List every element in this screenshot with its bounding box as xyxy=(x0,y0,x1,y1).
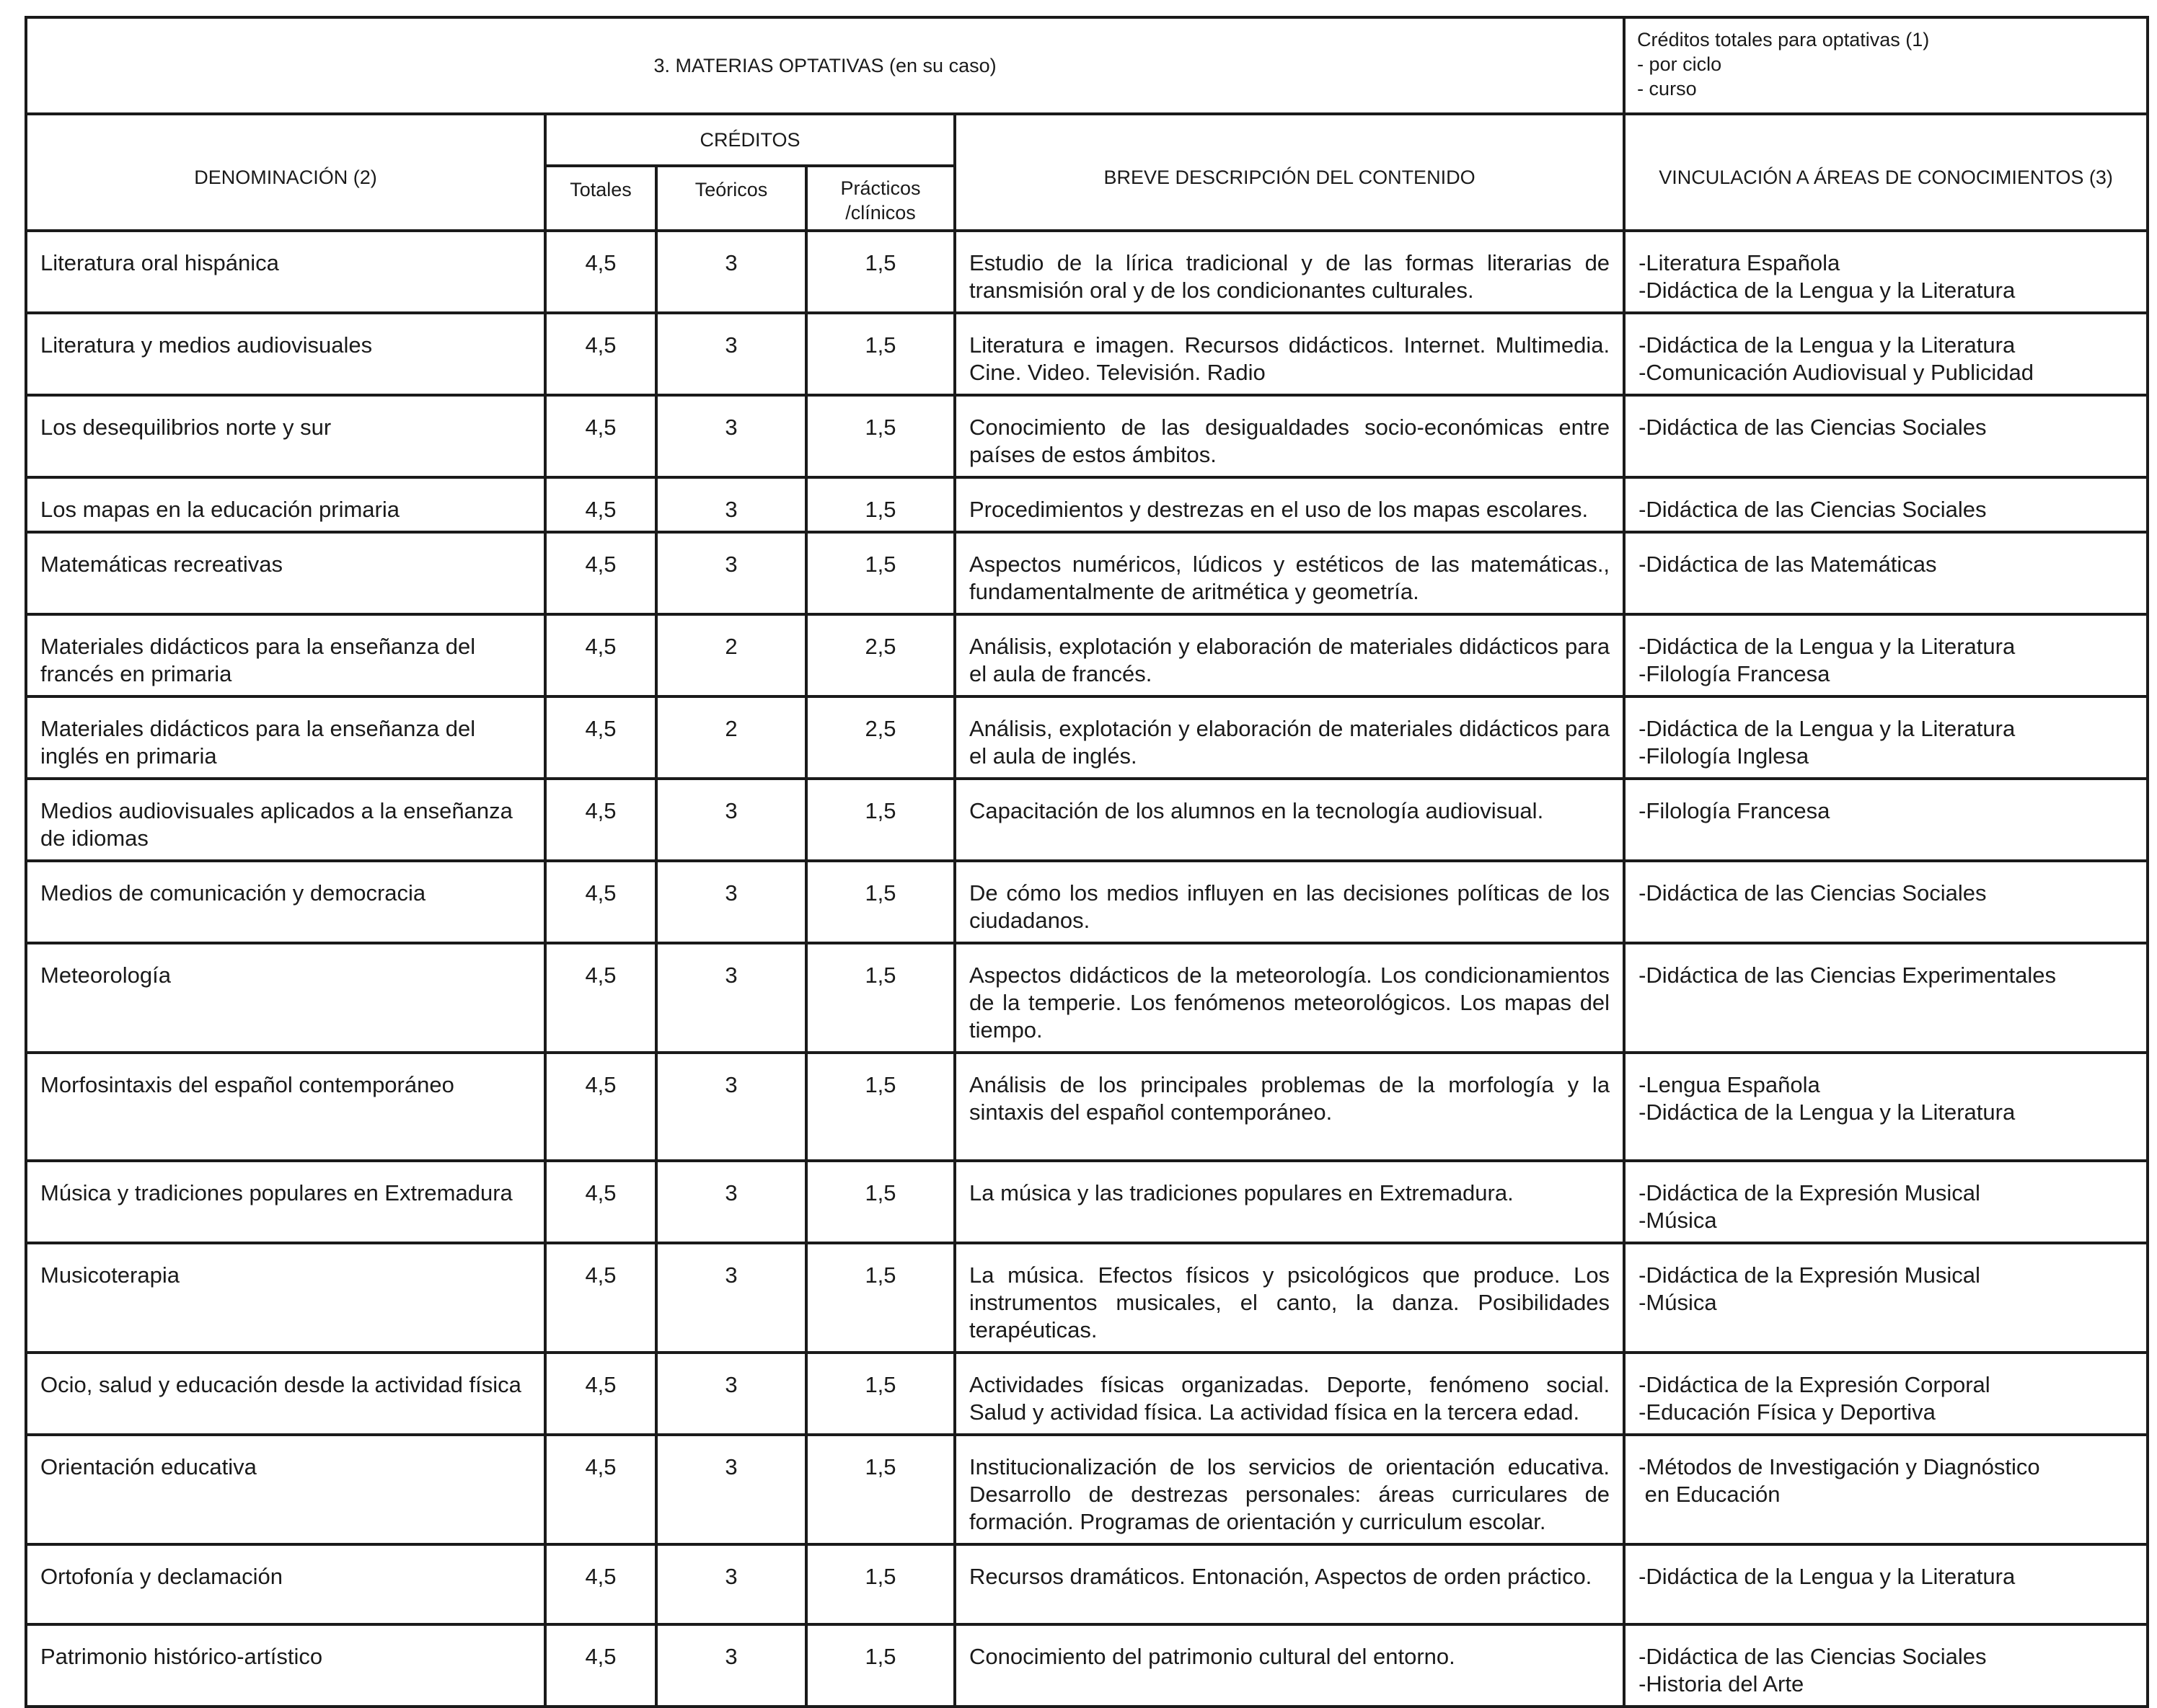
subject-name: Matemáticas recreativas xyxy=(26,532,545,614)
col-header-practicos-line: /clínicos xyxy=(845,202,916,224)
knowledge-area-item: -Didáctica de las Ciencias Sociales xyxy=(1638,415,1987,440)
subject-name: Ortofonía y declamación xyxy=(26,1544,545,1624)
credits-theory: 3 xyxy=(656,861,806,943)
credits-total: 4,5 xyxy=(545,477,656,532)
credits-total: 4,5 xyxy=(545,313,656,395)
knowledge-areas xyxy=(1624,1161,2148,1243)
table-row xyxy=(26,1435,2148,1544)
knowledge-areas xyxy=(1624,231,2148,313)
credits-practice: 1,5 xyxy=(806,1624,955,1707)
credits-total: 4,5 xyxy=(545,1053,656,1161)
col-header-denominacion: DENOMINACIÓN (2) xyxy=(26,114,545,231)
content-description: Aspectos didácticos de la meteorología. Los condicionamientos de la temperie. Los fenómenos meteorológicos. Los mapas del tiempo. xyxy=(955,943,1624,1053)
subject-name: Musicoterapia xyxy=(26,1243,545,1353)
credits-total: 4,5 xyxy=(545,1353,656,1435)
content-description: Análisis de los principales problemas de la morfología y la sintaxis del español contemporáneo. xyxy=(955,1053,1624,1161)
knowledge-area-item: -Didáctica de la Lengua y la Literatura xyxy=(1638,332,2016,358)
credits-theory: 3 xyxy=(656,313,806,395)
knowledge-area-item: -Didáctica de las Ciencias Experimentales xyxy=(1638,963,2056,988)
credits-total: 4,5 xyxy=(545,1161,656,1243)
content-description: Estudio de la lírica tradicional y de las formas literarias de transmisión oral y de los condicionantes culturales. xyxy=(955,231,1624,313)
knowledge-area-item: -Comunicación Audiovisual y Publicidad xyxy=(1638,360,2034,385)
knowledge-area-item: -Historia del Arte xyxy=(1638,1671,1804,1696)
credits-practice: 1,5 xyxy=(806,532,955,614)
knowledge-area-item: -Música xyxy=(1638,1290,1717,1315)
credits-theory: 3 xyxy=(656,231,806,313)
table-row xyxy=(26,696,2148,779)
content-description: Literatura e imagen. Recursos didácticos. Internet. Multimedia. Cine. Video. Televisión. Radio xyxy=(955,313,1624,395)
table-row xyxy=(26,943,2148,1053)
subject-name: Ocio, salud y educación desde la actividad física xyxy=(26,1353,545,1435)
credits-total: 4,5 xyxy=(545,696,656,779)
table-body xyxy=(26,231,2148,1707)
credits-total: 4,5 xyxy=(545,1544,656,1624)
col-header-descripcion: BREVE DESCRIPCIÓN DEL CONTENIDO xyxy=(955,114,1624,231)
knowledge-area-item: -Didáctica de la Lengua y la Literatura xyxy=(1638,634,2016,659)
credits-practice: 1,5 xyxy=(806,861,955,943)
credits-theory: 3 xyxy=(656,477,806,532)
credits-total: 4,5 xyxy=(545,779,656,861)
content-description: Conocimiento de las desigualdades socio-económicas entre países de estos ámbitos. xyxy=(955,395,1624,477)
credits-practice: 1,5 xyxy=(806,1161,955,1243)
content-description: De cómo los medios influyen en las decisiones políticas de los ciudadanos. xyxy=(955,861,1624,943)
credits-practice: 1,5 xyxy=(806,1435,955,1544)
credits-practice: 2,5 xyxy=(806,696,955,779)
knowledge-areas xyxy=(1624,861,2148,943)
col-header-teoricos: Teóricos xyxy=(656,166,806,231)
table-row xyxy=(26,1624,2148,1707)
credits-practice: 1,5 xyxy=(806,1243,955,1353)
credits-theory: 2 xyxy=(656,696,806,779)
credits-theory: 3 xyxy=(656,395,806,477)
knowledge-areas xyxy=(1624,477,2148,532)
knowledge-area-item: -Didáctica de las Ciencias Sociales xyxy=(1638,497,1987,522)
credits-total: 4,5 xyxy=(545,861,656,943)
content-description: Análisis, explotación y elaboración de materiales didácticos para el aula de francés. xyxy=(955,614,1624,696)
table-row xyxy=(26,1053,2148,1161)
table-row xyxy=(26,313,2148,395)
table-row xyxy=(26,395,2148,477)
knowledge-area-item: -Didáctica de la Expresión Musical xyxy=(1638,1262,1980,1288)
optional-credits-line: - por ciclo xyxy=(1637,53,1722,75)
knowledge-areas xyxy=(1624,1353,2148,1435)
content-description: Análisis, explotación y elaboración de materiales didácticos para el aula de inglés. xyxy=(955,696,1624,779)
knowledge-area-item: -Didáctica de la Lengua y la Literatura xyxy=(1638,716,2016,741)
knowledge-area-item: -Didáctica de las Ciencias Sociales xyxy=(1638,880,1987,906)
table-row xyxy=(26,1161,2148,1243)
credits-practice: 1,5 xyxy=(806,313,955,395)
subject-name: Los desequilibrios norte y sur xyxy=(26,395,545,477)
col-header-totales: Totales xyxy=(545,166,656,231)
knowledge-areas xyxy=(1624,779,2148,861)
credits-practice: 1,5 xyxy=(806,1353,955,1435)
content-description: Institucionalización de los servicios de orientación educativa. Desarrollo de destrezas personales: áreas curriculares de formación. Programas de orientación y curriculum escolar. xyxy=(955,1435,1624,1544)
knowledge-area-item: -Didáctica de la Lengua y la Literatura xyxy=(1638,278,2016,303)
table-row xyxy=(26,1353,2148,1435)
content-description: Actividades físicas organizadas. Deporte, fenómeno social. Salud y actividad física. La actividad física en la tercera edad. xyxy=(955,1353,1624,1435)
content-description: La música y las tradiciones populares en Extremadura. xyxy=(955,1161,1624,1243)
table-row xyxy=(26,779,2148,861)
credits-theory: 3 xyxy=(656,532,806,614)
credits-practice: 1,5 xyxy=(806,477,955,532)
credits-practice: 2,5 xyxy=(806,614,955,696)
credits-total: 4,5 xyxy=(545,1243,656,1353)
knowledge-areas xyxy=(1624,1243,2148,1353)
content-description: Conocimiento del patrimonio cultural del entorno. xyxy=(955,1624,1624,1707)
subject-name: Medios de comunicación y democracia xyxy=(26,861,545,943)
knowledge-areas xyxy=(1624,696,2148,779)
credits-theory: 2 xyxy=(656,614,806,696)
credits-total: 4,5 xyxy=(545,614,656,696)
credits-total: 4,5 xyxy=(545,1624,656,1707)
subject-name: Meteorología xyxy=(26,943,545,1053)
credits-practice: 1,5 xyxy=(806,395,955,477)
knowledge-areas xyxy=(1624,1053,2148,1161)
credits-theory: 3 xyxy=(656,1161,806,1243)
credits-theory: 3 xyxy=(656,1243,806,1353)
credits-theory: 3 xyxy=(656,779,806,861)
credits-theory: 3 xyxy=(656,1353,806,1435)
table-row xyxy=(26,231,2148,313)
table-row xyxy=(26,477,2148,532)
knowledge-area-item: -Música xyxy=(1638,1208,1717,1233)
content-description: Recursos dramáticos. Entonación, Aspectos de orden práctico. xyxy=(955,1544,1624,1624)
section-title: 3. MATERIAS OPTATIVAS (en su caso) xyxy=(26,17,1624,114)
knowledge-areas xyxy=(1624,943,2148,1053)
subject-name: Literatura y medios audiovisuales xyxy=(26,313,545,395)
table-row xyxy=(26,1243,2148,1353)
credits-theory: 3 xyxy=(656,1053,806,1161)
credits-practice: 1,5 xyxy=(806,1544,955,1624)
subject-name: Morfosintaxis del español contemporáneo xyxy=(26,1053,545,1161)
table-row xyxy=(26,861,2148,943)
knowledge-area-item: -Literatura Española xyxy=(1638,250,1840,275)
knowledge-area-item: -Didáctica de las Ciencias Sociales xyxy=(1638,1644,1987,1669)
section-header-row xyxy=(26,17,2148,114)
knowledge-area-item: -Filología Inglesa xyxy=(1638,743,1809,769)
knowledge-areas xyxy=(1624,313,2148,395)
credits-practice: 1,5 xyxy=(806,1053,955,1161)
credits-total: 4,5 xyxy=(545,395,656,477)
credits-practice: 1,5 xyxy=(806,943,955,1053)
column-header-row xyxy=(26,114,2148,166)
knowledge-area-item: -Didáctica de la Lengua y la Literatura xyxy=(1638,1099,2016,1125)
knowledge-area-item: -Didáctica de la Expresión Musical xyxy=(1638,1180,1980,1205)
content-description: Capacitación de los alumnos en la tecnología audiovisual. xyxy=(955,779,1624,861)
credits-theory: 3 xyxy=(656,1435,806,1544)
table-row xyxy=(26,532,2148,614)
optional-credits-line: Créditos totales para optativas (1) xyxy=(1637,29,1930,50)
content-description: Aspectos numéricos, lúdicos y estéticos de las matemáticas., fundamentalmente de aritmética y geometría. xyxy=(955,532,1624,614)
col-header-vinculacion: VINCULACIÓN A ÁREAS DE CONOCIMIENTOS (3) xyxy=(1624,114,2148,231)
knowledge-area-item: -Didáctica de la Expresión Corporal xyxy=(1638,1372,1990,1397)
subject-name: Medios audiovisuales aplicados a la enseñanza de idiomas xyxy=(26,779,545,861)
credits-theory: 3 xyxy=(656,1544,806,1624)
content-description: La música. Efectos físicos y psicológicos que produce. Los instrumentos musicales, el canto, la danza. Posibilidades terapéuticas. xyxy=(955,1243,1624,1353)
optional-credits-note xyxy=(1624,17,2148,114)
credits-total: 4,5 xyxy=(545,943,656,1053)
subject-name: Música y tradiciones populares en Extremadura xyxy=(26,1161,545,1243)
subject-name: Materiales didácticos para la enseñanza del inglés en primaria xyxy=(26,696,545,779)
table-row xyxy=(26,1544,2148,1624)
credits-total: 4,5 xyxy=(545,532,656,614)
knowledge-areas xyxy=(1624,395,2148,477)
table-row xyxy=(26,614,2148,696)
subject-name: Patrimonio histórico-artístico xyxy=(26,1624,545,1707)
credits-theory: 3 xyxy=(656,1624,806,1707)
credits-total: 4,5 xyxy=(545,231,656,313)
knowledge-area-item: -Educación Física y Deportiva xyxy=(1638,1399,1936,1425)
credits-theory: 3 xyxy=(656,943,806,1053)
col-header-practicos-line: Prácticos xyxy=(840,177,921,199)
syllabus-document xyxy=(25,16,2146,1696)
content-description: Procedimientos y destrezas en el uso de los mapas escolares. xyxy=(955,477,1624,532)
subject-name: Literatura oral hispánica xyxy=(26,231,545,313)
knowledge-areas xyxy=(1624,1435,2148,1544)
col-header-practicos xyxy=(806,166,955,231)
optional-subjects-table xyxy=(25,16,2149,1708)
knowledge-area-item: -Didáctica de la Lengua y la Literatura xyxy=(1638,1564,2016,1589)
knowledge-area-item: -Métodos de Investigación y Diagnóstico xyxy=(1638,1454,2040,1479)
knowledge-area-item: -Didáctica de las Matemáticas xyxy=(1638,552,1937,577)
knowledge-areas xyxy=(1624,614,2148,696)
knowledge-area-item: en Educación xyxy=(1638,1482,1781,1507)
knowledge-area-item: -Lengua Española xyxy=(1638,1072,1820,1097)
knowledge-areas xyxy=(1624,1624,2148,1707)
knowledge-area-item: -Filología Francesa xyxy=(1638,798,1830,823)
subject-name: Los mapas en la educación primaria xyxy=(26,477,545,532)
credits-practice: 1,5 xyxy=(806,779,955,861)
col-header-creditos: CRÉDITOS xyxy=(545,114,955,166)
credits-practice: 1,5 xyxy=(806,231,955,313)
subject-name: Materiales didácticos para la enseñanza del francés en primaria xyxy=(26,614,545,696)
knowledge-areas xyxy=(1624,532,2148,614)
knowledge-areas xyxy=(1624,1544,2148,1624)
knowledge-area-item: -Filología Francesa xyxy=(1638,661,1830,686)
optional-credits-line: - curso xyxy=(1637,78,1697,99)
subject-name: Orientación educativa xyxy=(26,1435,545,1544)
credits-total: 4,5 xyxy=(545,1435,656,1544)
